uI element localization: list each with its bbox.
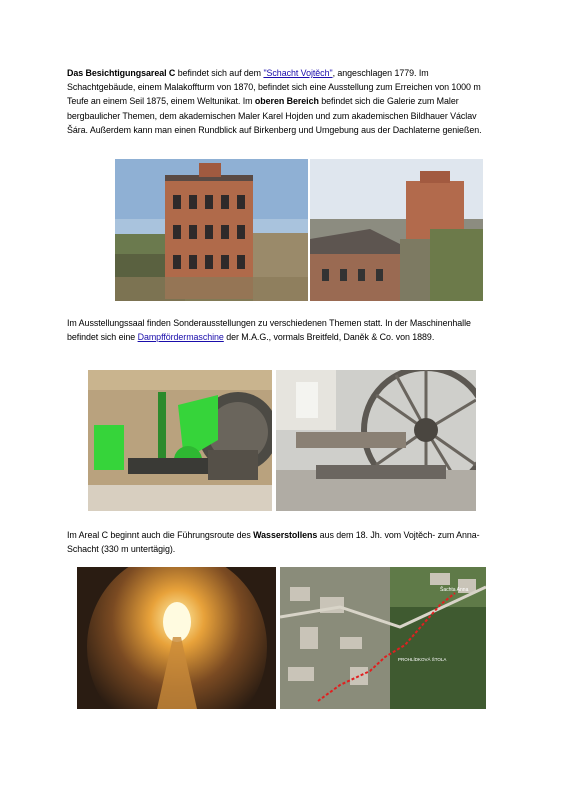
photo-green-steam-engine: [88, 370, 272, 511]
bold-wasserstollens: Wasserstollens: [253, 530, 318, 540]
photo-aerial-map-route: [280, 567, 486, 709]
intro-paragraph: [67, 66, 499, 137]
map-label-anna: Šachta Anna: [440, 587, 469, 593]
machine-hall-paragraph: [67, 316, 499, 344]
bold-heading-areal-c: Das Besichtigungsareal C: [67, 68, 176, 78]
text: befindet sich auf dem: [175, 68, 264, 78]
link-dampffoerdermaschine[interactable]: Dampffördermaschine: [137, 332, 224, 343]
text: aus dem 18. Jh. vom Vojtěch- zum Anna- Schacht (330 m untertägig).: [67, 530, 480, 555]
text: der M.A.G., vormals Breitfeld, Daněk & Co. von 1889.: [223, 332, 435, 343]
photo-gallery-building: [310, 159, 483, 301]
photo-malakoff-tower: [115, 159, 308, 301]
text: Im Areal C beginnt auch die Führungsroute des: [67, 530, 254, 540]
photo-water-tunnel: [77, 567, 276, 709]
photo-winding-wheel: [276, 370, 476, 511]
map-label-route: PROHLÍDKOVÁ ŠTOLA: [398, 657, 447, 662]
text: Im Ausstellungssaal finden Sonderausstellungen zu verschiedenen Themen statt. In der Maschinenhalle befindet sich eine: [67, 318, 471, 343]
text: befindet sich die Galerie zum Maler bergbaulicher Themen, dem akademischen Maler Karel Hojden und zum akademischen Bildhauer Václav Šára. Außerdem kann man einen Rundblick auf Birkenberg und Umgebung aus der Dachlaterne genießen.: [67, 96, 482, 135]
link-schacht-vojtech[interactable]: "Schacht Vojtěch": [263, 68, 333, 78]
text: , angeschlagen 1779. Im Schachtgebäude, einem Malakoffturm von 1870, befindet sich eine Ausstellung zum Erreichen von 1000 m Teufe an einem Seil 1875, einem Weltunikat. Im: [67, 68, 481, 107]
water-tunnel-paragraph: [67, 528, 499, 556]
bold-oberen-bereich: oberen Bereich: [254, 96, 319, 107]
